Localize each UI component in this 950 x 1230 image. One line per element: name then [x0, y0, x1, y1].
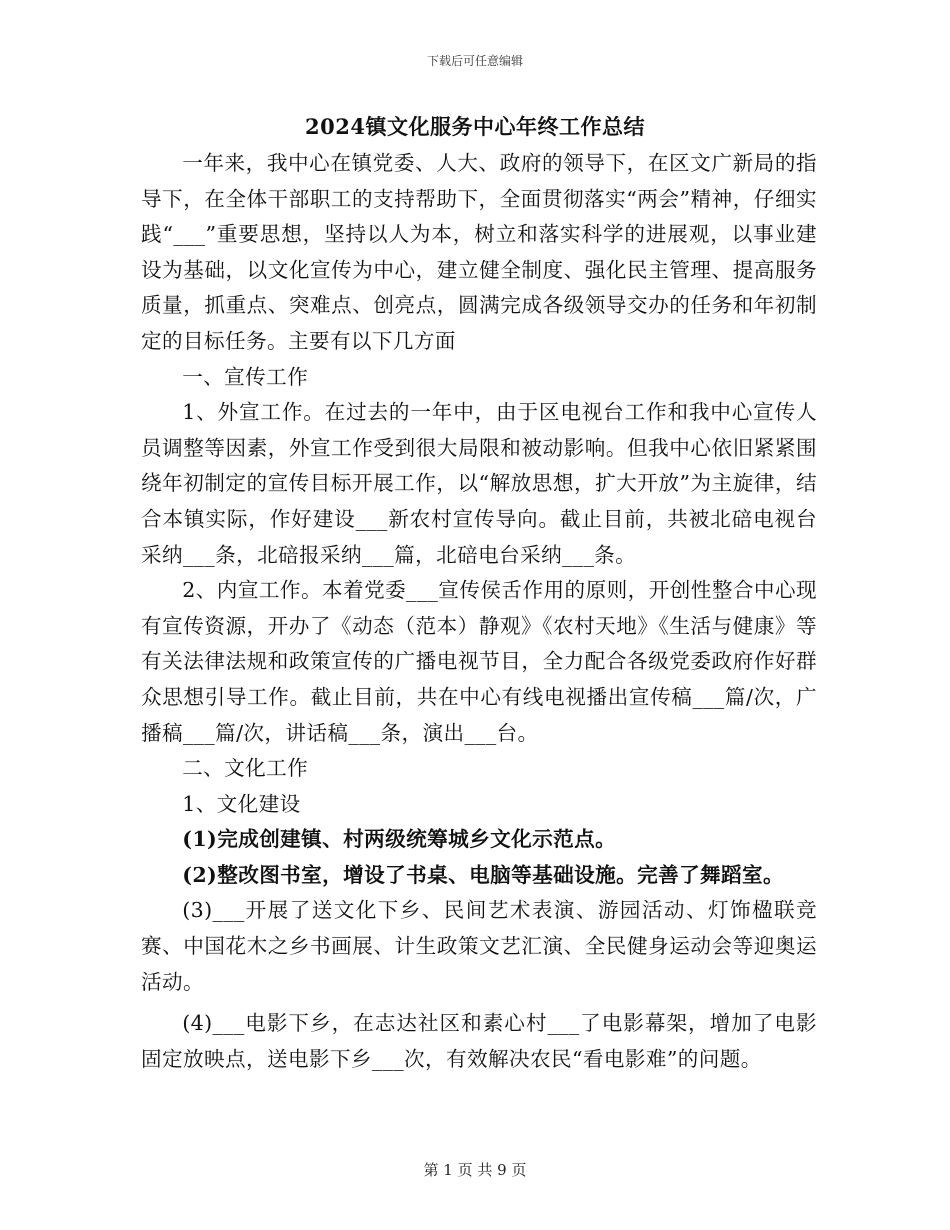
document-title: 2024镇文化服务中心年终工作总结	[305, 114, 645, 139]
item-demo-site: (1)完成创建镇、村两级统筹城乡文化示范点。	[182, 827, 617, 852]
intro-paragraph: 一年来，我中心在镇党委、人大、政府的领导下，在区文广新局的指导下，在全体干部职工的支持帮助下，全面贯彻落实“两会”精神，仔细实践“___”重要思想，坚持以人为本，树立和落实科学的进展观，以事业建设为基础，以文化宣传为中心，建立健全制度、强化民主管理、提高服务质量，抓重点、突难点、创亮点，圆满完成各级领导交办的任务和年初制定的目标任务。主要有以下几方面	[141, 151, 817, 353]
paragraph-internal-publicity: 2、内宣工作。本着党委___宣传侯舌作用的原则，开创性整合中心现有宣传资源，开办了《动态（范本）静观》《农村天地》《生活与健康》等有关法律法规和政策宣传的广播电视节目，全力配合各级党委政府作好群众思想引导工作。截止目前，共在中心有线电视播出宣传稿___篇/次，广播稿___篇/次，讲话稿___条，演出___台。	[141, 578, 817, 745]
item-library: (2)整改图书室，增设了书桌、电脑等基础设施。完善了舞蹈室。	[182, 862, 785, 887]
page-number: 第 1 页 共 9 页	[423, 1161, 527, 1179]
section-heading-culture: 二、文化工作	[182, 756, 309, 781]
document-body	[141, 146, 817, 1077]
item-cultural-activities: (3)___开展了送文化下乡、民间艺术表演、游园活动、灯饰楹联竞赛、中国花木之乡书画展、计生政策文艺汇演、全民健身运动会等迎奥运活动。	[141, 898, 817, 994]
page-header-note: 下载后可任意编辑	[426, 54, 523, 68]
subheading-culture-construction: 1、文化建设	[182, 791, 301, 816]
item-film-screenings: (4)___电影下乡，在志达社区和素心村___了电影幕架，增加了电影固定放映点，送电影下乡___次，有效解决农民“看电影难”的问题。	[141, 1011, 817, 1071]
paragraph-external-publicity: 1、外宣工作。在过去的一年中，由于区电视台工作和我中心宣传人员调整等因素，外宣工作受到很大局限和被动影响。但我中心依旧紧紧围绕年初制定的宣传目标开展工作，以“解放思想，扩大开放”为主旋律，结合本镇实际，作好建设___新农村宣传导向。截止目前，共被北碚电视台采纳___条，北碚报采纳___篇，北碚电台采纳___条。	[141, 400, 817, 567]
section-heading-publicity: 一、宣传工作	[182, 364, 309, 389]
